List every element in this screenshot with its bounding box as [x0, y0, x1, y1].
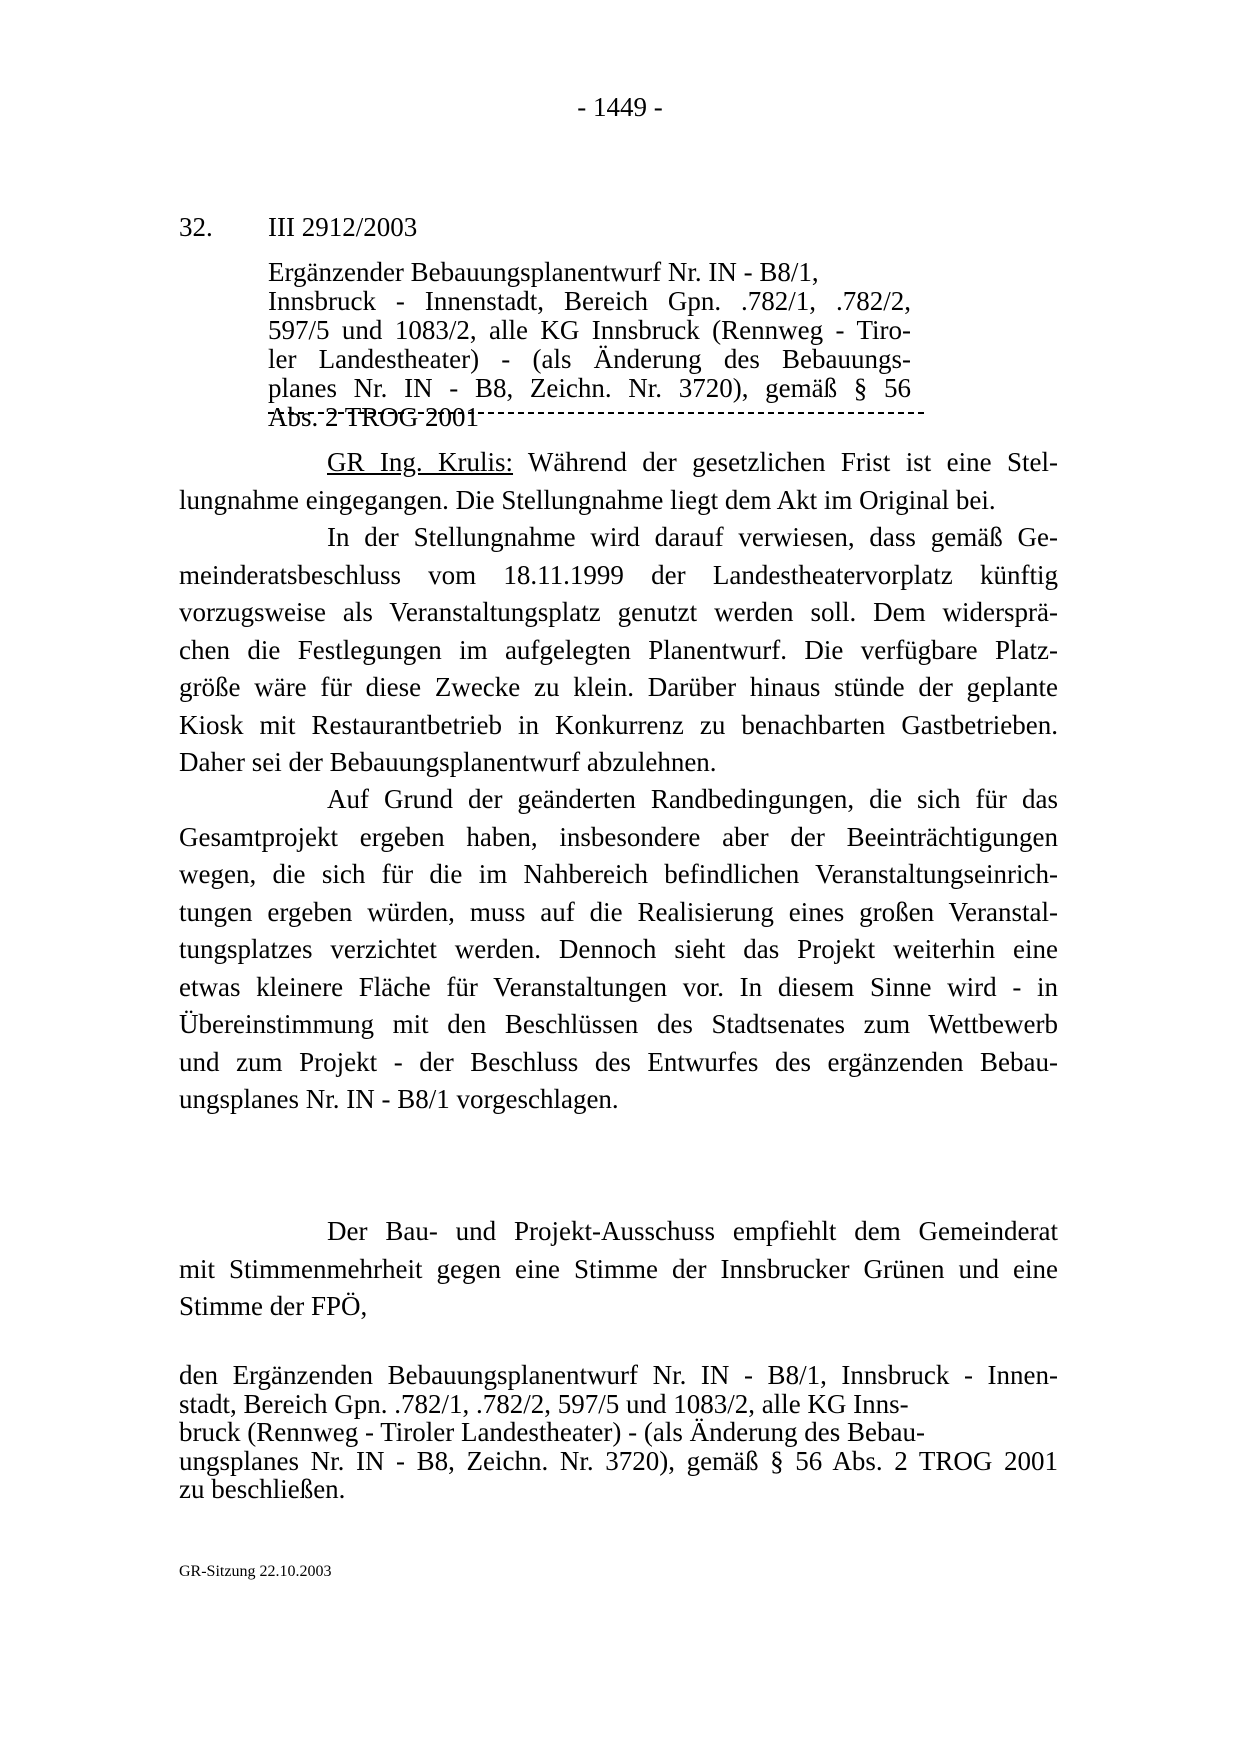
paragraph-line: ungsplanes Nr. IN - B8/1 vorgeschlagen. — [179, 1084, 619, 1114]
statement-paragraph — [179, 781, 1058, 1119]
footer-session-date: GR-Sitzung 22.10.2003 — [179, 1563, 332, 1580]
paragraph-line: Kiosk mit Restaurantbetrieb in Konkurrenz zu benachbarten Gastbetrieben. — [179, 709, 1058, 740]
resolution-line: den Ergänzenden Bebauungsplanentwurf Nr. IN - B8/1, Innsbruck - Innen- — [179, 1360, 1058, 1390]
title-line: planes Nr. IN - B8, Zeichn. Nr. 3720), gemäß § 56 — [268, 373, 911, 403]
title-line: ler Landestheater) - (als Änderung des Bebauungs- — [268, 344, 911, 374]
paragraph-line: In der Stellungnahme wird darauf verwiesen, dass gemäß Ge- — [327, 522, 1058, 552]
dashed-separator — [268, 412, 924, 414]
paragraph-line: etwas kleinere Fläche für Veranstaltungen vor. In diesem Sinne wird - in — [179, 971, 1058, 1002]
recommendation-line: mit Stimmenmehrheit gegen eine Stimme der Innsbrucker Grünen und eine — [179, 1253, 1058, 1284]
paragraph-line: und zum Projekt - der Beschluss des Entwurfes des ergänzenden Bebau- — [179, 1046, 1058, 1077]
paragraph-line: Auf Grund der geänderten Randbedingungen, die sich für das — [327, 784, 1058, 814]
resolution-line: stadt, Bereich Gpn. .782/1, .782/2, 597/5 und 1083/2, alle KG Inns- — [179, 1388, 909, 1419]
title-line: Abs. 2 TROG 2001 — [268, 402, 480, 432]
paragraph-line: tungsplatzes verzichtet werden. Dennoch sieht das Projekt weiterhin eine — [179, 934, 1058, 964]
paragraph-line: Gesamtprojekt ergeben haben, insbesondere aber der Beeinträchtigungen — [179, 821, 1058, 852]
agenda-item-reference: III 2912/2003 — [268, 212, 418, 242]
paragraph-line: chen die Festlegungen im aufgelegten Planentwurf. Die verfügbare Platz- — [179, 634, 1058, 665]
title-line: Innsbruck - Innenstadt, Bereich Gpn. .782/1, .782/2, — [268, 286, 911, 316]
title-line: Ergänzender Bebauungsplanentwurf Nr. IN - B8/1, — [268, 257, 819, 287]
paragraph-line: Daher sei der Bebauungsplanentwurf abzulehnen. — [179, 747, 717, 777]
recommendation-line: Der Bau- und Projekt-Ausschuss empfiehlt dem Gemeinderat — [327, 1216, 1058, 1246]
paragraph-line: Übereinstimmung mit den Beschlüssen des Stadtsenates zum Wettbewerb — [179, 1009, 1058, 1039]
agenda-item-title — [268, 258, 911, 432]
resolution-text — [179, 1361, 1058, 1504]
paragraph-line: größe wäre für diese Zwecke zu klein. Darüber hinaus stünde der geplante — [179, 672, 1058, 702]
paragraph-line: wegen, die sich für die im Nahbereich befindlichen Veranstaltungseinrich- — [179, 859, 1058, 889]
statement-line — [179, 444, 1058, 482]
resolution-line: ungsplanes Nr. IN - B8, Zeichn. Nr. 3720), gemäß § 56 Abs. 2 TROG 2001 — [179, 1445, 1058, 1476]
speaker-name: GR Ing. Krulis: — [327, 447, 514, 477]
resolution-line: zu beschließen. — [179, 1474, 346, 1504]
resolution-line: bruck (Rennweg - Tiroler Landestheater) - (als Änderung des Bebau- — [179, 1417, 926, 1447]
statement-line: lungnahme eingegangen. Die Stellungnahme liegt dem Akt im Original bei. — [179, 484, 996, 515]
title-line: 597/5 und 1083/2, alle KG Innsbruck (Rennweg - Tiro- — [268, 315, 911, 345]
page-number: - 1449 - — [577, 92, 663, 122]
committee-recommendation — [179, 1213, 1058, 1326]
statement-paragraph — [179, 519, 1058, 782]
agenda-item-number: 32. — [179, 212, 213, 242]
paragraph-line: meinderatsbeschluss vom 18.11.1999 der Landestheatervorplatz künftig — [179, 559, 1058, 590]
recommendation-line: Stimme der FPÖ, — [179, 1291, 368, 1321]
statement-text: Während der gesetzlichen Frist ist eine Stel- — [513, 447, 1059, 477]
paragraph-line: vorzugsweise als Veranstaltungsplatz genutzt werden soll. Dem widersprä- — [179, 597, 1058, 627]
statement-intro — [179, 444, 1058, 519]
paragraph-line: tungen ergeben würden, muss auf die Realisierung eines großen Veranstal- — [179, 896, 1058, 927]
